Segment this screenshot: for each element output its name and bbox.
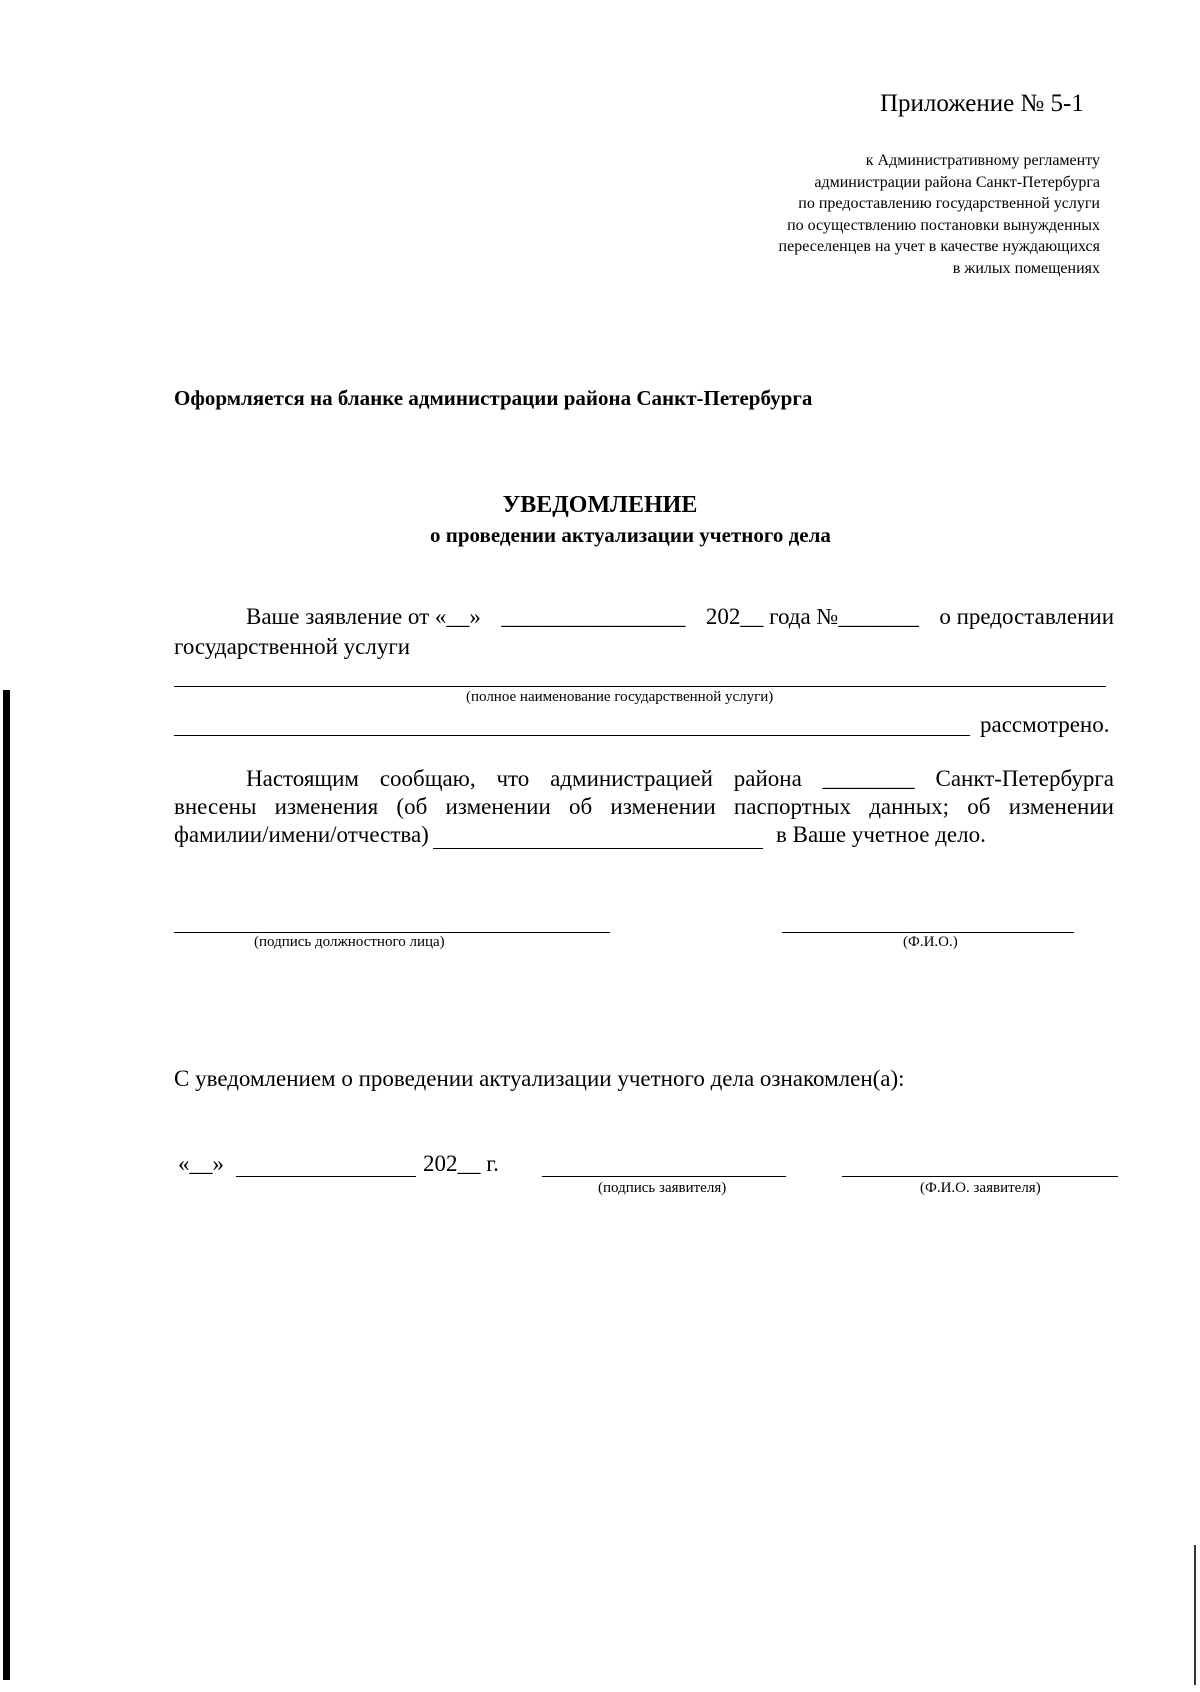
service-name-line — [174, 686, 1106, 687]
regulation-line: по предоставлению государственной услуги — [798, 195, 1100, 212]
paragraph2-line3-start: фамилии/имени/отчества) — [174, 822, 429, 847]
word: сообщаю, — [379, 766, 476, 791]
word: Настоящим — [246, 766, 359, 791]
official-fio-line — [782, 932, 1074, 933]
paragraph2-line3-end: в Ваше учетное дело. — [776, 822, 986, 847]
regulation-line: в жилых помещениях — [952, 259, 1100, 277]
application-date-text: Ваше заявление от «__» — [246, 604, 481, 629]
regulation-line: к Административному регламенту — [865, 152, 1100, 169]
ack-date-day: «__» — [178, 1151, 224, 1176]
applicant-signature-line — [542, 1176, 786, 1177]
applicant-fio-caption: (Ф.И.О. заявителя) — [920, 1180, 1041, 1196]
regulation-reference — [600, 150, 1100, 279]
regulation-line: администрации района Санкт-Петербурга — [814, 173, 1100, 191]
official-signature-line — [174, 932, 610, 933]
scan-edge-right — [1194, 1545, 1196, 1685]
word: изменении — [1008, 794, 1114, 819]
application-year-number: 202__ года №_______ — [705, 604, 919, 629]
word: паспортных — [733, 794, 851, 819]
applicant-signature-caption: (подпись заявителя) — [598, 1180, 727, 1196]
blank-note: Оформляется на бланке администрации района Санкт-Петербурга — [174, 386, 813, 410]
service-name-line-2 — [174, 735, 970, 736]
word: администрацией — [550, 766, 713, 791]
appendix-title: Приложение № 5-1 — [880, 90, 1084, 117]
word: об — [967, 794, 991, 819]
word: что — [496, 766, 530, 791]
paragraph1-line1 — [174, 604, 1114, 630]
word: об — [569, 794, 593, 819]
service-name-caption: (полное наименование государственной услуги) — [466, 689, 774, 705]
official-signature-caption: (подпись должностного лица) — [254, 934, 445, 950]
word: района — [733, 766, 802, 791]
word: изменении — [610, 794, 716, 819]
reviewed-text: рассмотрено. — [980, 712, 1110, 737]
word: Санкт-Петербурга — [935, 766, 1114, 791]
regulation-line: переселенцев на учет в качестве нуждающихся — [778, 238, 1100, 255]
ack-date-month-line — [236, 1176, 416, 1177]
applicant-fio-line — [842, 1176, 1118, 1177]
paragraph2-line1 — [174, 766, 1114, 792]
acknowledgement-text: С уведомлением о проведении актуализации учетного дела ознакомлен(а): — [174, 1066, 905, 1091]
district-blank: ________ — [822, 766, 915, 791]
word: данных; — [869, 794, 950, 819]
paragraph2-line2 — [174, 794, 1114, 820]
word: (об — [396, 794, 428, 819]
application-month-blank: ________________ — [501, 604, 686, 629]
paragraph1-line2: государственной услуги — [174, 634, 411, 659]
official-fio-caption: (Ф.И.О.) — [903, 934, 958, 950]
document-title: УВЕДОМЛЕНИЕ — [502, 492, 698, 518]
provision-text: о предоставлении — [939, 604, 1114, 629]
scan-edge-left — [3, 690, 10, 1680]
regulation-line: по осуществлению постановки вынужденных — [787, 216, 1100, 234]
word: внесены — [174, 794, 257, 819]
word: изменении — [445, 794, 551, 819]
ack-date-year: 202__ г. — [423, 1151, 499, 1176]
changes-blank-line — [433, 848, 763, 849]
document-subtitle: о проведении актуализации учетного дела — [430, 523, 831, 547]
word: изменения — [274, 794, 379, 819]
